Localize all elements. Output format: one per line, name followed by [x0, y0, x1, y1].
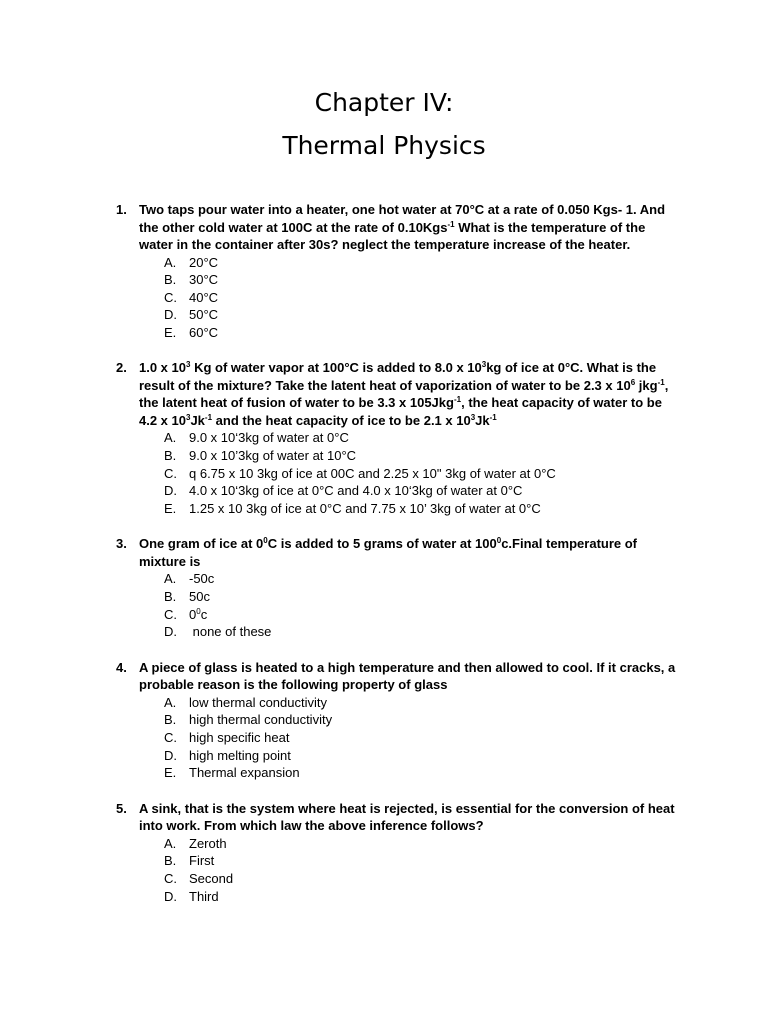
- question-text: A sink, that is the system where heat is rejected, is essential for the conversion of heat into work. From which law the above inference follows?: [139, 800, 675, 834]
- option-text: -50c: [189, 571, 215, 587]
- answer-option: [0, 747, 768, 765]
- answer-options: [0, 254, 768, 342]
- option-text: 9.0 x 10‘3kg of water at 0°C: [189, 430, 349, 446]
- question-list: [0, 201, 768, 923]
- option-text: high thermal conductivity: [189, 712, 333, 728]
- option-text: Zeroth: [189, 835, 227, 851]
- answer-option: [0, 324, 768, 342]
- option-letter: A.: [164, 835, 177, 851]
- option-text: 50°C: [189, 307, 219, 323]
- answer-option: [0, 764, 768, 782]
- option-letter: A.: [164, 571, 177, 587]
- answer-option: [0, 888, 768, 906]
- option-text: high specific heat: [189, 730, 290, 745]
- question-text: Two taps pour water into a heater, one hot water at 70°C at a rate of 0.050 Kgs- 1. And the other cold water at 100C at the rate of 0.10Kgs$^{-1}$ What is the temperature of the water in the container after 30s? neglect the temperature increase of the heater.: [139, 202, 666, 252]
- option-letter: E.: [164, 765, 177, 781]
- option-letter: D.: [164, 483, 177, 499]
- option-letter: C.: [164, 465, 177, 481]
- option-letter: C.: [164, 289, 177, 305]
- option-letter: E.: [164, 324, 177, 340]
- option-text: Third: [189, 888, 219, 904]
- option-text: Thermal expansion: [189, 765, 300, 781]
- answer-option: [0, 623, 768, 641]
- option-letter: A.: [164, 254, 177, 270]
- option-letter: D.: [164, 624, 177, 640]
- question-1: [0, 201, 768, 341]
- answer-option: [0, 500, 768, 518]
- question-text: One gram of ice at $0^0C$ is added to 5 grams of water at $100^0c.Final$ temperature of mixture is: [139, 536, 638, 569]
- option-letter: C.: [164, 870, 177, 886]
- option-text: 9.0 x 10’3kg of water at 10°C: [189, 448, 357, 464]
- option-text: 50c: [189, 589, 210, 605]
- question-text: A piece of glass is heated to a high temperature and then allowed to cool. If it cracks, a probable reason is the following property of glass: [139, 659, 676, 693]
- answer-option: [0, 852, 768, 870]
- answer-option: [0, 429, 768, 447]
- option-text: 30°C: [189, 272, 219, 288]
- option-text: 60°C: [189, 324, 219, 340]
- answer-option: [0, 711, 768, 729]
- answer-options: [0, 694, 768, 782]
- option-letter: C.: [164, 606, 177, 622]
- option-letter: D.: [164, 307, 177, 323]
- question-number: 5.: [116, 800, 127, 816]
- option-text: Second: [189, 870, 234, 886]
- chapter-subtitle: Thermal Physics: [282, 131, 486, 160]
- option-letter: B.: [164, 712, 177, 728]
- option-text: 4.0 x 10‘3kg of ice at 0°C and 4.0 x 10‘3kg of water at 0°C: [189, 483, 523, 499]
- option-letter: B.: [164, 589, 177, 605]
- option-letter: D.: [164, 747, 177, 763]
- question-2: [0, 359, 768, 517]
- answer-option: [0, 289, 768, 307]
- option-text: 1.25 x 10 3kg of ice at 0°C and 7.75 x 10’ 3kg of water at 0°C: [189, 500, 541, 516]
- option-letter: B.: [164, 448, 177, 464]
- question-3: [0, 535, 768, 640]
- answer-option: [0, 729, 768, 747]
- answer-options: [0, 835, 768, 905]
- option-letter: E.: [164, 500, 177, 516]
- answer-option: [0, 306, 768, 324]
- question-number: 1.: [116, 202, 127, 217]
- question-4: [0, 659, 768, 782]
- answer-options: [0, 429, 768, 517]
- answer-option: [0, 254, 768, 272]
- answer-option: [0, 588, 768, 606]
- option-letter: B.: [164, 272, 177, 288]
- option-letter: A.: [164, 694, 177, 710]
- answer-option: [0, 606, 768, 624]
- question-text: 1.0 x $10^3$ Kg of water vapor at 100°C is added to 8.0 x $10^3kg$ of ice at 0°C. What is the result of the mixture? Take the latent heat of vaporization of water to be 2.3 x $10^6$ jkg$^{-1}$, the latent heat of fusion of water to be 3.3 x 105Jkg$^{-1}$, the heat capacity of water to be 4.2 x $10^3Jk^{-1}$ and the heat capacity of ice to be 2.1 x $10^3Jk^{-1}$: [139, 360, 669, 428]
- answer-option: [0, 835, 768, 853]
- option-text: 40°C: [189, 289, 219, 305]
- question-number: 4.: [116, 659, 127, 675]
- option-text: q 6.75 x 10 3kg of ice at 00C and 2.25 x 10" 3kg of water at 0°C: [189, 465, 556, 481]
- option-text: low thermal conductivity: [189, 694, 327, 710]
- option-text: none of these: [189, 624, 272, 640]
- option-letter: C.: [164, 730, 177, 745]
- answer-option: [0, 870, 768, 888]
- question-number: 2.: [116, 360, 127, 376]
- option-text: 20°C: [189, 254, 219, 270]
- chapter-title: Chapter IV:: [314, 88, 454, 117]
- option-letter: D.: [164, 888, 177, 904]
- option-text: high melting point: [189, 747, 291, 763]
- answer-option: [0, 271, 768, 289]
- answer-option: [0, 465, 768, 483]
- option-letter: B.: [164, 853, 177, 869]
- answer-option: [0, 694, 768, 712]
- option-text: First: [189, 853, 215, 869]
- question-number: 3.: [116, 536, 127, 552]
- answer-option: [0, 447, 768, 465]
- answer-option: [0, 570, 768, 588]
- option-letter: A.: [164, 430, 177, 446]
- option-text: $0^0c$: [189, 606, 208, 622]
- question-5: [0, 800, 768, 905]
- answer-option: [0, 482, 768, 500]
- answer-options: [0, 570, 768, 640]
